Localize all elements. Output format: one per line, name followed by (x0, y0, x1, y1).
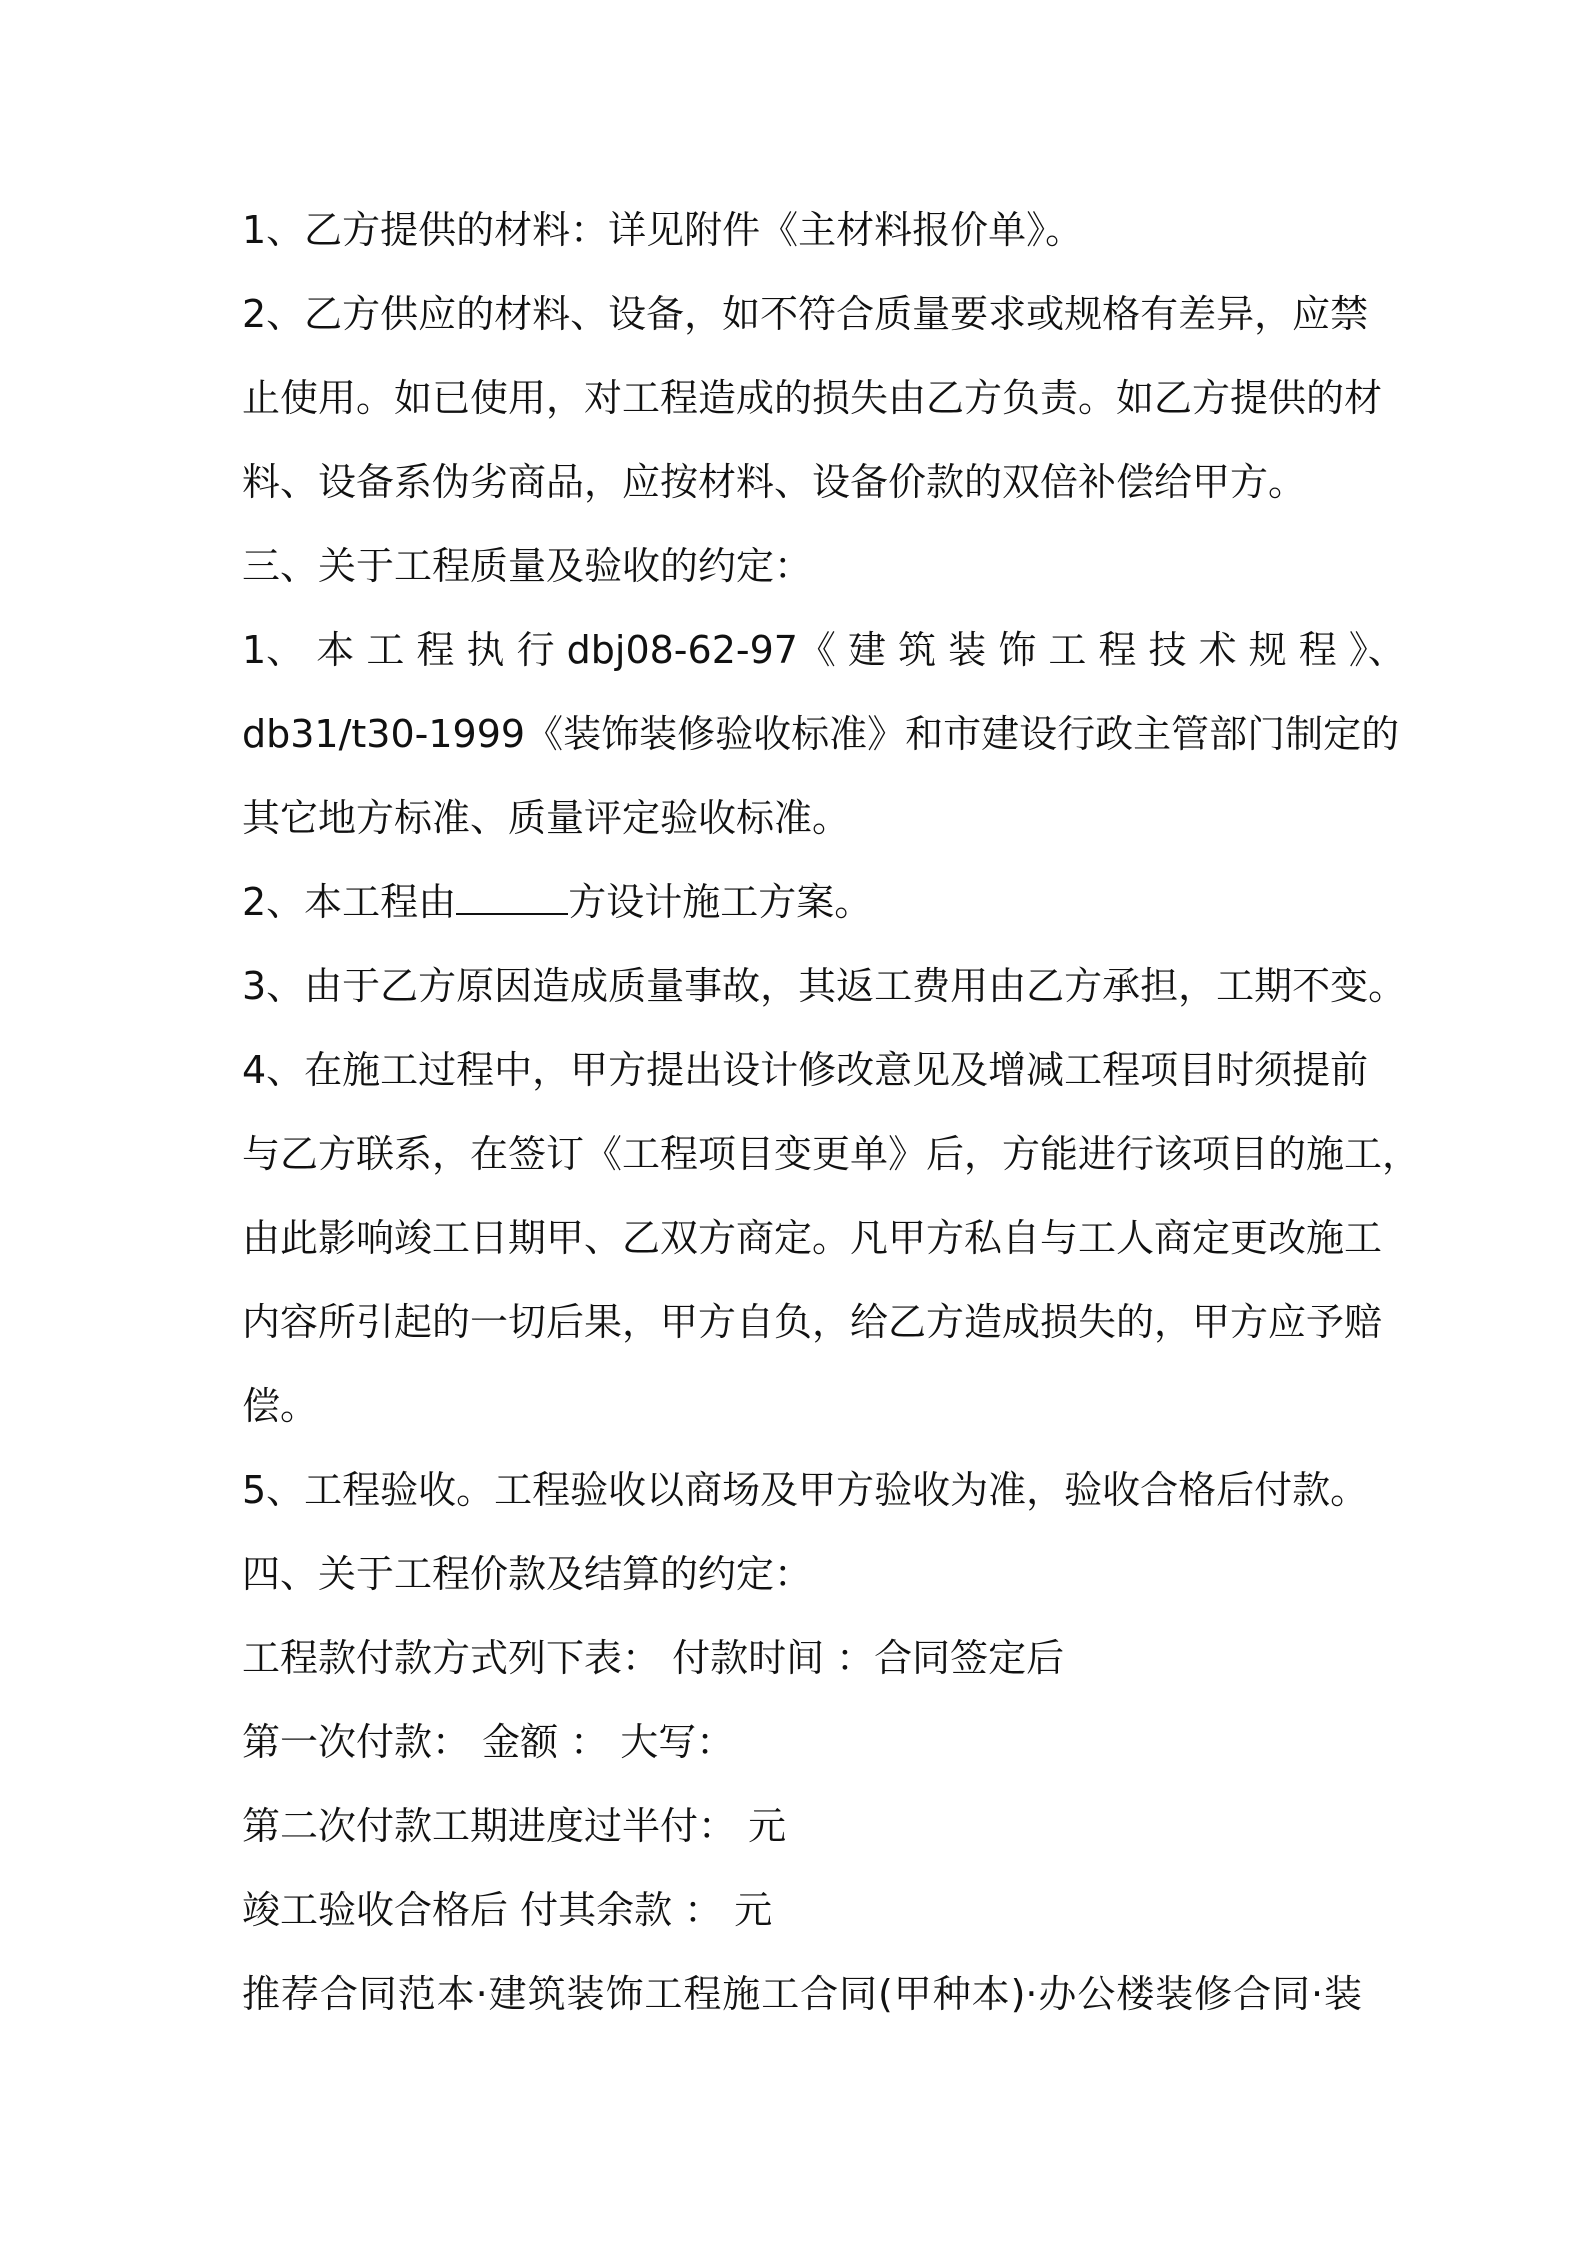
clause-materials-supply: 1、乙方提供的材料：详见附件《主材料报价单》。 (242, 208, 1084, 252)
clause-design-prefix: 2、本工程由 (242, 880, 457, 924)
payment-final-line: 竣工验收合格后 付其余款 ： 元 (242, 1888, 773, 1932)
blank-underline (456, 871, 568, 915)
recommended-templates-line: 推荐合同范本·建筑装饰工程施工合同(甲种本)·办公楼装修合同·装 (242, 1972, 1362, 2016)
clause-changes-line-2: 与乙方联系，在签订《工程项目变更单》后，方能进行该项目的施工， (242, 1132, 1421, 1176)
clause-standards-line-2: db31/t30-1999《装饰装修验收标准》和市建设行政主管部门制定的 (242, 712, 1400, 756)
clause-changes-line-3: 由此影响竣工日期甲、乙双方商定。凡甲方私自与工人商定更改施工 (242, 1216, 1383, 1260)
clause-materials-quality-line-1: 2、乙方供应的材料、设备，如不符合质量要求或规格有差异，应禁 (242, 292, 1369, 336)
section-heading-quality: 三、关于工程质量及验收的约定： (242, 544, 813, 588)
clause-standards-line-1: 1、 本 工 程 执 行 dbj08-62-97《 建 筑 装 饰 工 程 技 术 规 程 》、 (242, 628, 1406, 672)
clause-materials-quality-line-3: 料、设备系伪劣商品，应按材料、设备价款的双倍补偿给甲方。 (242, 460, 1307, 504)
payment-method-line: 工程款付款方式列下表： 付款时间 ：合同签定后 (242, 1636, 1065, 1680)
clause-standards-line-3: 其它地方标准、质量评定验收标准。 (242, 796, 851, 840)
payment-second-line: 第二次付款工期进度过半付： 元 (242, 1804, 787, 1848)
clause-changes-line-4: 内容所引起的一切后果，甲方自负，给乙方造成损失的，甲方应予赔 (242, 1300, 1383, 1344)
clause-acceptance: 5、工程验收。工程验收以商场及甲方验收为准，验收合格后付款。 (242, 1468, 1369, 1512)
clause-design-party (242, 870, 1362, 954)
clause-design-suffix: 方设计施工方案。 (568, 880, 873, 924)
clause-changes-line-1: 4、在施工过程中，甲方提出设计修改意见及增减工程项目时须提前 (242, 1048, 1369, 1092)
clause-rework: 3、由于乙方原因造成质量事故，其返工费用由乙方承担，工期不变。 (242, 964, 1407, 1008)
section-heading-payment: 四、关于工程价款及结算的约定： (242, 1552, 813, 1596)
document-body (242, 198, 1421, 2046)
payment-first-line: 第一次付款： 金额 ： 大写： (242, 1720, 735, 1764)
clause-materials-quality-line-2: 止使用。如已使用，对工程造成的损失由乙方负责。如乙方提供的材 (242, 376, 1383, 420)
clause-changes-line-5: 偿。 (242, 1384, 319, 1428)
